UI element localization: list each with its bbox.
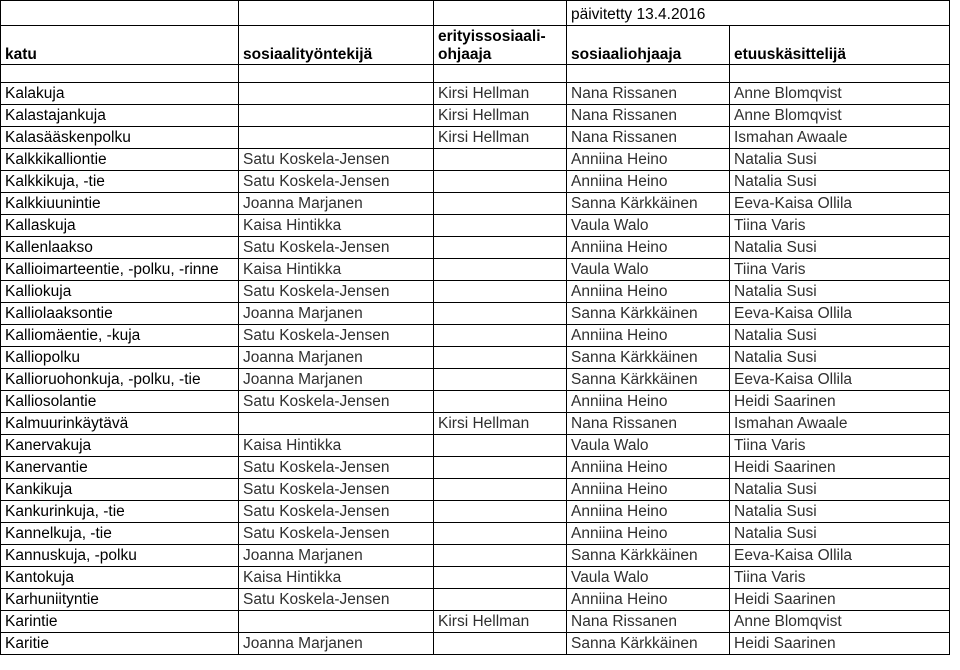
cell-eku: Natalia Susi [730,347,950,369]
cell-eku: Anne Blomqvist [730,611,950,633]
cell-eso [434,325,567,347]
cell-sty: Satu Koskela-Jensen [239,391,434,413]
cell-so: Anniina Heino [567,523,730,545]
table-row [1,83,950,105]
table-row [1,479,950,501]
cell-eso [434,369,567,391]
cell-sty: Kaisa Hintikka [239,567,434,589]
cell-eku: Natalia Susi [730,171,950,193]
cell-sty: Kaisa Hintikka [239,215,434,237]
updated-row [1,1,950,26]
cell-sty: Satu Koskela-Jensen [239,171,434,193]
cell-katu: Kannelkuja, -tie [1,523,239,545]
table-row [1,567,950,589]
cell-katu: Kalkkikuja, -tie [1,171,239,193]
cell-so: Anniina Heino [567,479,730,501]
cell-eso [434,149,567,171]
cell-eso: Kirsi Hellman [434,105,567,127]
cell-sty: Joanna Marjanen [239,347,434,369]
cell-eso: Kirsi Hellman [434,611,567,633]
cell-katu: Kalliokuja [1,281,239,303]
cell-so: Anniina Heino [567,171,730,193]
table-row [1,435,950,457]
table-row [1,325,950,347]
cell-eku: Eeva-Kaisa Ollila [730,193,950,215]
cell-eso [434,567,567,589]
cell-eso [434,523,567,545]
cell-sty: Joanna Marjanen [239,193,434,215]
cell-sty [239,611,434,633]
cell-so: Sanna Kärkkäinen [567,633,730,655]
cell-eso [434,303,567,325]
cell-so: Nana Rissanen [567,105,730,127]
cell-eso [434,545,567,567]
cell-so: Sanna Kärkkäinen [567,369,730,391]
cell-so: Sanna Kärkkäinen [567,193,730,215]
table-row [1,523,950,545]
table-row [1,303,950,325]
cell-katu: Kalasääskenpolku [1,127,239,149]
cell-so: Sanna Kärkkäinen [567,545,730,567]
cell-eso [434,501,567,523]
table-row [1,589,950,611]
cell-katu: Karintie [1,611,239,633]
cell-katu: Kalakuja [1,83,239,105]
cell-eku: Natalia Susi [730,523,950,545]
cell-eso [434,171,567,193]
cell-eso [434,281,567,303]
cell-eso [434,633,567,655]
table-row [1,369,950,391]
header-erityissosiaaliohjaaja [434,26,567,65]
updated-date: päivitetty 13.4.2016 [567,1,950,26]
table-row [1,633,950,655]
cell-eso: Kirsi Hellman [434,413,567,435]
cell-so: Nana Rissanen [567,611,730,633]
cell-sty: Satu Koskela-Jensen [239,501,434,523]
cell-katu: Kanervakuja [1,435,239,457]
cell-sty: Satu Koskela-Jensen [239,523,434,545]
cell-sty [239,83,434,105]
cell-katu: Kallioimarteentie, -polku, -rinne [1,259,239,281]
cell-sty: Joanna Marjanen [239,545,434,567]
header-sosiaaliohjaaja: sosiaaliohjaaja [567,26,730,65]
table-row [1,259,950,281]
cell-so: Anniina Heino [567,457,730,479]
cell-katu: Kalkkikalliontie [1,149,239,171]
cell-katu: Kalliomäentie, -kuja [1,325,239,347]
cell-katu: Kanervantie [1,457,239,479]
cell-sty: Satu Koskela-Jensen [239,281,434,303]
cell-eku: Anne Blomqvist [730,83,950,105]
table-row [1,457,950,479]
cell-eku: Eeva-Kaisa Ollila [730,369,950,391]
cell-sty [239,127,434,149]
cell-eku: Natalia Susi [730,325,950,347]
table-row [1,171,950,193]
cell-sty: Satu Koskela-Jensen [239,237,434,259]
cell-katu: Kallenlaakso [1,237,239,259]
header-sosiaalityontekija: sosiaalityöntekijä [239,26,434,65]
header-katu: katu [1,26,239,65]
cell-eku: Natalia Susi [730,149,950,171]
cell-eku: Anne Blomqvist [730,105,950,127]
cell-sty: Satu Koskela-Jensen [239,589,434,611]
table-row [1,611,950,633]
cell-so: Vaula Walo [567,259,730,281]
cell-eku: Heidi Saarinen [730,391,950,413]
cell-so: Anniina Heino [567,281,730,303]
cell-so: Anniina Heino [567,325,730,347]
cell-sty [239,413,434,435]
cell-katu: Kalmuurinkäytävä [1,413,239,435]
cell-eku: Eeva-Kaisa Ollila [730,545,950,567]
cell-eku: Tiina Varis [730,215,950,237]
cell-eku: Heidi Saarinen [730,633,950,655]
cell-eso [434,589,567,611]
cell-eso [434,435,567,457]
cell-eku: Ismahan Awaale [730,413,950,435]
cell-katu: Kannuskuja, -polku [1,545,239,567]
cell-eso [434,391,567,413]
cell-eso [434,347,567,369]
cell-katu: Karhuniityntie [1,589,239,611]
cell-so: Anniina Heino [567,589,730,611]
cell-so: Nana Rissanen [567,413,730,435]
cell-eku: Tiina Varis [730,435,950,457]
cell-eso [434,193,567,215]
cell-sty: Joanna Marjanen [239,303,434,325]
cell-eku: Tiina Varis [730,567,950,589]
cell-katu: Kalliolaaksontie [1,303,239,325]
table-row [1,545,950,567]
table-row [1,127,950,149]
cell-so: Sanna Kärkkäinen [567,347,730,369]
cell-eso [434,259,567,281]
cell-sty: Satu Koskela-Jensen [239,457,434,479]
table-row [1,215,950,237]
cell-eso [434,457,567,479]
cell-eku: Tiina Varis [730,259,950,281]
table-row [1,237,950,259]
cell-katu: Kankurinkuja, -tie [1,501,239,523]
header-eso-line2: ohjaaja [438,46,492,63]
cell-so: Anniina Heino [567,149,730,171]
header-eso-line1: erityissosiaali- [438,28,546,45]
cell-katu: Karitie [1,633,239,655]
table-row [1,281,950,303]
cell-eku: Heidi Saarinen [730,589,950,611]
cell-eso [434,479,567,501]
cell-eso [434,237,567,259]
header-etuuskasittelija: etuuskäsittelijä [730,26,950,65]
spacer-row [1,65,950,83]
cell-eku: Natalia Susi [730,237,950,259]
table-row [1,193,950,215]
cell-so: Vaula Walo [567,567,730,589]
cell-sty: Satu Koskela-Jensen [239,325,434,347]
cell-katu: Kallaskuja [1,215,239,237]
cell-katu: Kantokuja [1,567,239,589]
cell-so: Anniina Heino [567,391,730,413]
table-row [1,391,950,413]
cell-so: Vaula Walo [567,215,730,237]
header-row [1,26,950,65]
cell-eku: Eeva-Kaisa Ollila [730,303,950,325]
cell-sty: Kaisa Hintikka [239,435,434,457]
table-row [1,413,950,435]
table-row [1,347,950,369]
cell-sty: Kaisa Hintikka [239,259,434,281]
cell-eso: Kirsi Hellman [434,83,567,105]
table-row [1,501,950,523]
cell-katu: Kalastajankuja [1,105,239,127]
cell-sty [239,105,434,127]
cell-sty: Satu Koskela-Jensen [239,479,434,501]
cell-eku: Heidi Saarinen [730,457,950,479]
cell-so: Vaula Walo [567,435,730,457]
cell-so: Nana Rissanen [567,127,730,149]
cell-eku: Natalia Susi [730,501,950,523]
cell-katu: Kankikuja [1,479,239,501]
table-row [1,105,950,127]
cell-eku: Natalia Susi [730,479,950,501]
cell-so: Anniina Heino [567,237,730,259]
cell-so: Nana Rissanen [567,83,730,105]
cell-eso: Kirsi Hellman [434,127,567,149]
cell-katu: Kallioruohonkuja, -polku, -tie [1,369,239,391]
table-row [1,149,950,171]
cell-eso [434,215,567,237]
cell-sty: Joanna Marjanen [239,633,434,655]
cell-katu: Kalliosolantie [1,391,239,413]
cell-sty: Satu Koskela-Jensen [239,149,434,171]
cell-eku: Natalia Susi [730,281,950,303]
cell-katu: Kalkkiuunintie [1,193,239,215]
cell-so: Sanna Kärkkäinen [567,303,730,325]
cell-eku: Ismahan Awaale [730,127,950,149]
cell-katu: Kalliopolku [1,347,239,369]
cell-so: Anniina Heino [567,501,730,523]
cell-sty: Joanna Marjanen [239,369,434,391]
